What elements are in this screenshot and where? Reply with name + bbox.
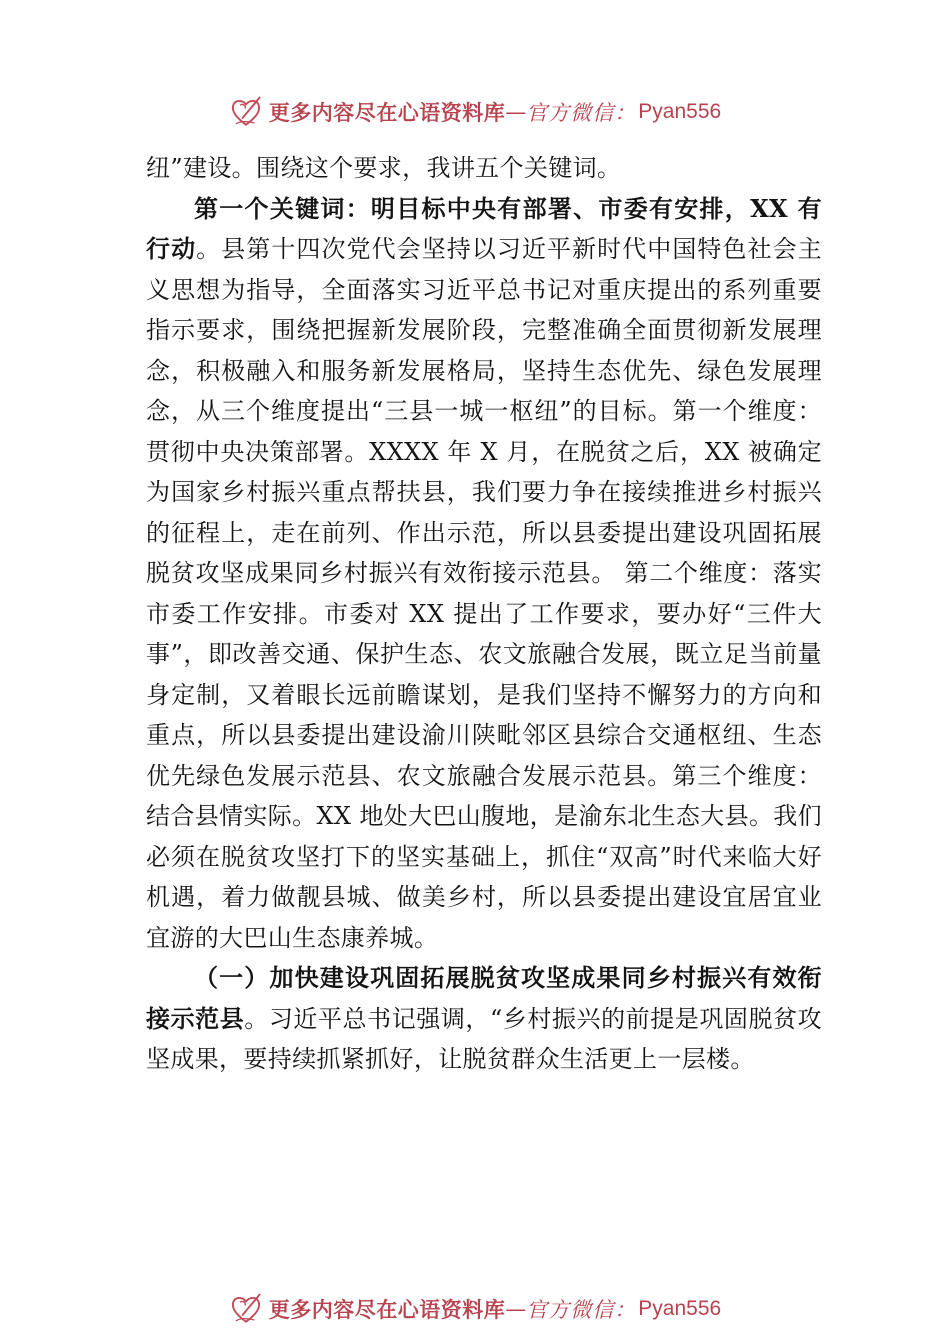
footer-watermark (0, 1289, 950, 1329)
heart-quill-logo-icon (229, 95, 263, 129)
section-heading-1: （一）加快建设巩固拓展脱贫攻坚成果同乡村振兴有效衔接示范县 (146, 963, 822, 1033)
keyword-heading-1: 第一个关键词：明目标中央有部署、市委有安排，XX 有行动 (146, 193, 822, 263)
footer-dash: — (505, 1297, 527, 1321)
document-body (146, 148, 822, 1080)
header-dash: — (505, 100, 527, 124)
footer-wechat-id: Pyan556 (638, 1297, 722, 1320)
paragraph-1: 纽”建设。围绕这个要求，我讲五个关键词。 (146, 154, 622, 182)
paragraph-2 (146, 189, 822, 959)
header-wechat-label: 官方微信： (526, 101, 637, 125)
paragraph-2-text: 。县第十四次党代会坚持以习近平新时代中国特色社会主义思想为指导，全面落实习近平总书记对重庆提出的系列重要指示要求，围绕把握新发展阶段，完整准确全面贯彻新发展理念，积极融入和服务新发展格局，坚持生态优先、绿色发展理念，从三个维度提出“三县一城一枢纽”的目标。第一个维度：贯彻中央决策部署。XXXX 年 X 月，在脱贫之后，XX 被确定为国家乡村振兴重点帮扶县，我们要力争在接续推进乡村振兴的征程上，走在前列、作出示范，所以县委提出建设巩固拓展脱贫攻坚成果同乡村振兴有效衔接示范县。 第二个维度：落实市委工作安排。市委对 XX 提出了工作要求，要办好“三件大事”，即改善交通、保护生态、农文旅融合发展，既立足当前量身定制，又着眼长远前瞻谋划，是我们坚持不懈努力的方向和重点，所以县委提出建设渝川陕毗邻区县综合交通枢纽、生态优先绿色发展示范县、农文旅融合发展示范县。第三个维度：结合县情实际。XX 地处大巴山腹地，是渝东北生态大县。我们必须在脱贫攻坚打下的坚实基础上，抓住“双高”时代来临大好机遇，着力做靓县城、做美乡村，所以县委提出建设宜居宜业宜游的大巴山生态康养城。 (146, 235, 823, 952)
header-watermark (0, 92, 950, 132)
paragraph-3-text: 。习近平总书记强调，“乡村振兴的前提是巩固脱贫攻坚成果，要持续抓紧抓好，让脱贫群众生活更上一层楼。 (146, 1004, 822, 1073)
header-site-name: 更多内容尽在心语资料库 (268, 101, 506, 125)
footer-wechat-label: 官方微信： (526, 1298, 637, 1322)
footer-site-name: 更多内容尽在心语资料库 (268, 1298, 506, 1322)
header-wechat-id: Pyan556 (638, 100, 722, 123)
paragraph-3 (146, 958, 822, 1080)
heart-quill-logo-icon (229, 1292, 263, 1326)
